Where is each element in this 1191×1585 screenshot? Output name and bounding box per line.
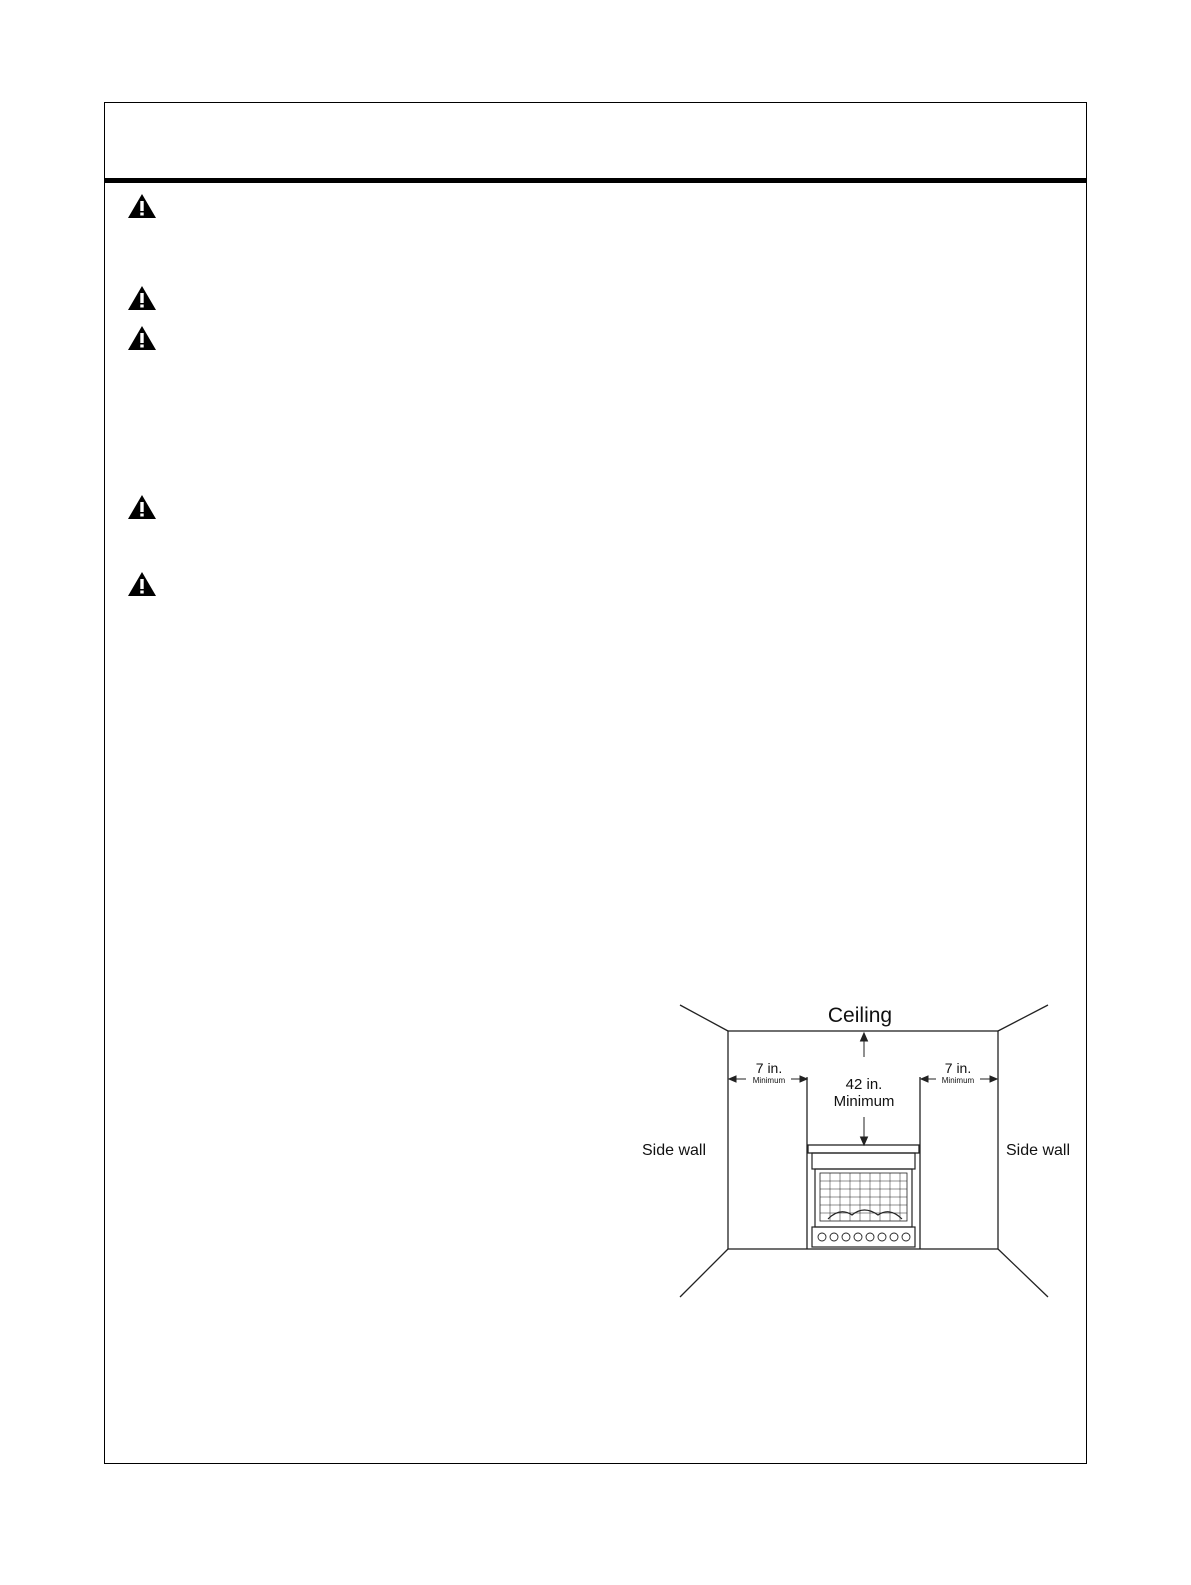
side-wall-left-label: Side wall — [642, 1142, 707, 1159]
left-clearance-note: Minimum — [752, 1076, 786, 1085]
clearance-diagram — [640, 995, 1085, 1300]
right-clearance-label: 7 in. — [944, 1060, 972, 1076]
warning-icon — [127, 325, 157, 351]
left-clearance-label: 7 in. — [755, 1060, 783, 1076]
warning-icon — [127, 285, 157, 311]
warning-icon — [127, 571, 157, 597]
top-clearance-note: Minimum — [833, 1093, 895, 1110]
top-clearance-label: 42 in. — [845, 1076, 883, 1093]
warning-icon — [127, 494, 157, 520]
warning-icon — [127, 193, 157, 219]
header-rule — [104, 178, 1087, 183]
fireplace-unit — [808, 1145, 919, 1247]
side-wall-right-label: Side wall — [1006, 1142, 1071, 1159]
right-clearance-note: Minimum — [941, 1076, 975, 1085]
ceiling-label: Ceiling — [827, 1004, 893, 1027]
